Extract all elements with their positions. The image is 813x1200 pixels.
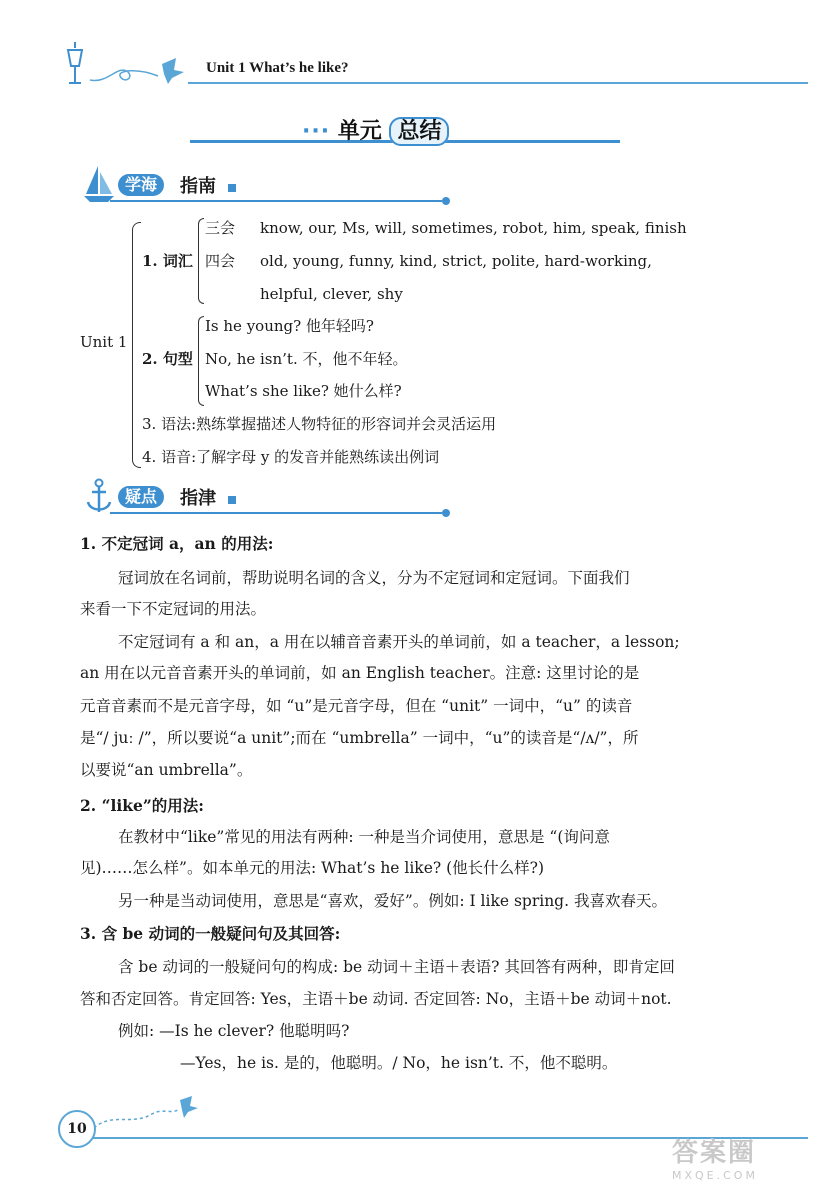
guide-heading <box>80 170 460 204</box>
four-label: 四会 <box>205 252 236 270</box>
tip-3-line: 含 be 动词的一般疑问句的构成: be 动词＋主语＋表语? 其回答有两种，即肯定回 <box>118 958 675 976</box>
four-words-line2: helpful, clever, shy <box>260 285 403 303</box>
tip-1-line: 元音音素而不是元音字母，如 “u”是元音字母，但在 “unit” 一词中，“u” 的读音 <box>80 697 633 715</box>
tip-1-line: 是“/ juː /”，所以要说“a unit”;而在 “umbrella” 一词中，“u”的读音是“/ʌ/”，所 <box>80 729 639 747</box>
title-summary: 总结 <box>389 117 449 146</box>
section-title <box>190 112 620 154</box>
guide-heading-text: 指南 <box>180 176 216 197</box>
guide-pill: 学海 <box>118 174 164 196</box>
three-label: 三会 <box>205 219 236 237</box>
pattern-3: What’s she like? 她什么样? <box>205 382 402 400</box>
sailboat-icon <box>82 164 116 204</box>
anchor-icon <box>84 478 114 516</box>
vocab-label: 1. 词汇 <box>142 252 193 270</box>
unit-label: Unit 1 <box>80 333 128 351</box>
tip-2-line: 在教材中“like”常见的用法有两种: 一种是当介词使用，意思是 “(询问意 <box>118 828 610 846</box>
tip-1-line: 来看一下不定冠词的用法。 <box>80 600 267 618</box>
header-title: Unit 1 What’s he like? <box>206 60 349 76</box>
tip-3-answer: —Yes，he is. 是的，他聪明。/ No，he isn’t. 不，他不聪明。 <box>180 1054 618 1072</box>
title-dots: ··· <box>302 119 331 144</box>
phonics-item: 4. 语音:了解字母 y 的发音并能熟练读出例词 <box>142 448 440 466</box>
main-brace <box>132 222 141 468</box>
tips-rule <box>110 512 442 514</box>
heading-square-icon <box>228 184 236 192</box>
tip-1-line: 冠词放在名词前，帮助说明名词的含义，分为不定冠词和定冠词。下面我们 <box>118 569 630 587</box>
page-number: 10 <box>58 1110 96 1148</box>
tip-1-heading: 1. 不定冠词 a，an 的用法: <box>80 534 274 553</box>
guide-rule <box>110 200 442 202</box>
tips-pill: 疑点 <box>118 486 164 508</box>
title-unit: 单元 <box>337 119 382 144</box>
three-words: know, our, Ms, will, sometimes, robot, him, speak, finish <box>260 219 687 237</box>
tip-3-heading: 3. 含 be 动词的一般疑问句及其回答: <box>80 924 341 943</box>
pattern-2: No, he isn’t. 不，他不年轻。 <box>205 350 408 368</box>
tip-3-line: 答和否定回答。肯定回答: Yes，主语＋be 动词. 否定回答: No，主语＋be 动词＋not. <box>80 990 672 1008</box>
tip-1-line: 不定冠词有 a 和 an，a 用在以辅音音素开头的单词前，如 a teacher，a lesson; <box>118 633 680 651</box>
vocab-brace <box>198 218 204 304</box>
lamp-icon <box>60 40 90 86</box>
header-rule <box>188 82 808 84</box>
tip-1-line: an 用在以元音音素开头的单词前，如 an English teacher。注意: 这里讨论的是 <box>80 664 640 682</box>
swirl-decoration <box>88 54 188 86</box>
footer-swirl-decoration <box>92 1092 202 1132</box>
tip-1-line: 以要说“an umbrella”。 <box>80 761 253 779</box>
heading-square-icon <box>228 496 236 504</box>
watermark-logo: 答案圈 MXQE.COM <box>672 1138 758 1182</box>
tips-heading-text: 指津 <box>180 488 216 509</box>
pattern-brace <box>198 316 204 406</box>
tip-2-heading: 2. “like”的用法: <box>80 796 205 815</box>
tips-heading <box>80 482 460 516</box>
tips-rule-dot <box>442 509 450 517</box>
guide-rule-dot <box>442 197 450 205</box>
grammar-item: 3. 语法:熟练掌握描述人物特征的形容词并会灵活运用 <box>142 415 497 433</box>
tip-2-line: 见)……怎么样”。如本单元的用法: What’s he like? (他长什么样?) <box>80 859 545 877</box>
tip-3-example: 例如: —Is he clever? 他聪明吗? <box>118 1022 350 1040</box>
tip-2-line: 另一种是当动词使用，意思是“喜欢，爱好”。例如: I like spring. 我喜欢春天。 <box>118 892 667 910</box>
four-words-line1: old, young, funny, kind, strict, polite, hard-working, <box>260 252 652 270</box>
pattern-1: Is he young? 他年轻吗? <box>205 317 374 335</box>
pattern-label: 2. 句型 <box>142 350 193 368</box>
